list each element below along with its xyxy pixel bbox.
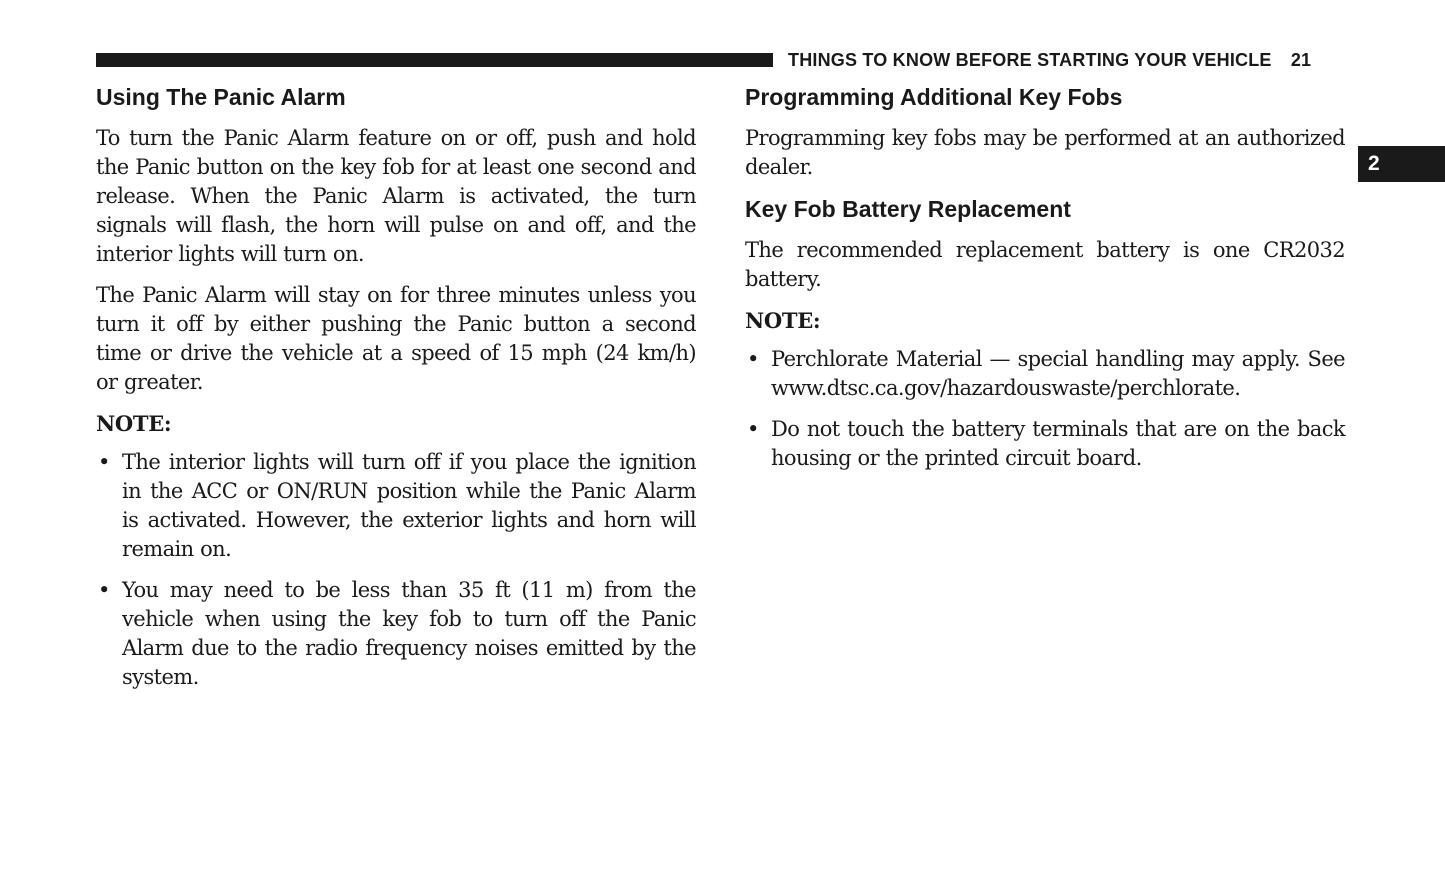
list-item-text: Perchlorate Material — special handling may apply. See www.dtsc.ca.gov/hazardouswaste/perchlorate. (771, 347, 1345, 400)
running-header (788, 50, 1311, 71)
paragraph-panic-alarm-duration: The Panic Alarm will stay on for three minutes unless you turn it off by either pushing the Panic button a second time or drive the vehicle at a speed of 15 mph (24 km/h) or greater. (96, 283, 696, 394)
heading-panic-alarm: Using The Panic Alarm (96, 84, 346, 110)
list-item-text: You may need to be less than 35 ft (11 m) from the vehicle when using the key fob to turn off the Panic Alarm due to the radio frequency noises emitted by the system. (122, 578, 696, 689)
paragraph-programming-key-fobs: Programming key fobs may be performed at an authorized dealer. (745, 126, 1345, 179)
page-number: 21 (1290, 50, 1312, 70)
list-item-text: Do not touch the battery terminals that are on the back housing or the printed circuit board. (771, 417, 1345, 470)
list-item (96, 576, 696, 692)
list-item (96, 448, 696, 564)
bullet-icon: • (98, 450, 110, 474)
right-column (745, 82, 1345, 485)
note-list (96, 448, 696, 692)
bullet-icon: • (747, 417, 759, 441)
chapter-tab: 2 (1358, 146, 1445, 182)
list-item (745, 415, 1345, 473)
header-rule-bar (96, 53, 773, 67)
paragraph-battery-replacement: The recommended replacement battery is one CR2032 battery. (745, 238, 1345, 291)
note-list (745, 345, 1345, 473)
note-label: NOTE: (96, 411, 172, 436)
heading-battery-replacement: Key Fob Battery Replacement (745, 196, 1071, 222)
list-item (745, 345, 1345, 403)
header-section-title: THINGS TO KNOW BEFORE STARTING YOUR VEHICLE (788, 50, 1272, 70)
left-column (96, 82, 696, 704)
heading-programming-key-fobs: Programming Additional Key Fobs (745, 84, 1123, 110)
paragraph-panic-alarm-usage: To turn the Panic Alarm feature on or off, push and hold the Panic button on the key fob for at least one second and release. When the Panic Alarm is activated, the turn signals will flash, the horn will pulse on and off, and the interior lights will turn on. (96, 126, 696, 266)
note-label: NOTE: (745, 308, 821, 333)
bullet-icon: • (98, 578, 110, 602)
list-item-text: The interior lights will turn off if you place the ignition in the ACC or ON/RUN position while the Panic Alarm is activated. However, the exterior lights and horn will remain on. (122, 450, 696, 561)
bullet-icon: • (747, 347, 759, 371)
